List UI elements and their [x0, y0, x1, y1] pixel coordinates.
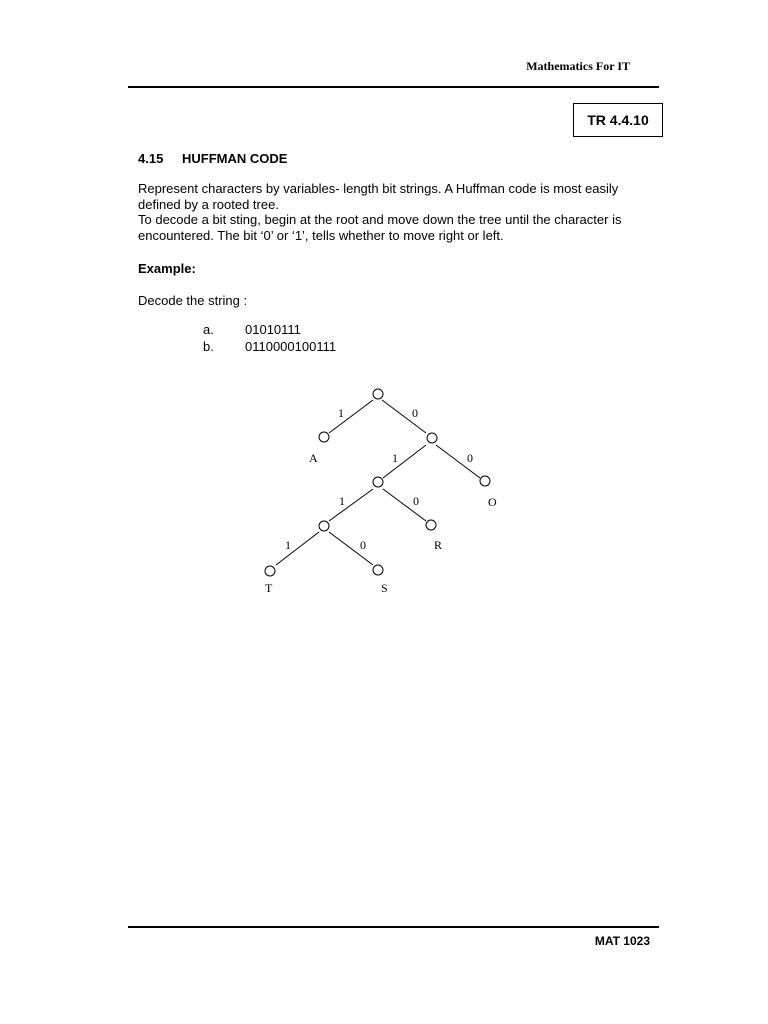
tree-node-root — [373, 389, 383, 399]
reference-box: TR 4.4.10 — [573, 103, 663, 137]
bit-string: 01010111 — [245, 322, 301, 337]
section-title: HUFFMAN CODE — [182, 151, 288, 166]
edge-label: 0 — [467, 451, 473, 465]
list-item — [203, 322, 301, 337]
tree-node — [319, 521, 329, 531]
edge-label: 1 — [392, 451, 398, 465]
leaf-label: O — [488, 495, 497, 509]
edge-label: 1 — [338, 406, 344, 420]
example-heading: Example: — [138, 261, 196, 276]
tree-node-leaf-r — [426, 520, 436, 530]
tree-edge — [383, 489, 426, 521]
leaf-label: S — [381, 581, 388, 595]
list-item — [203, 339, 336, 354]
tree-edge — [329, 400, 373, 433]
edge-label: 0 — [413, 494, 419, 508]
huffman-tree-diagram — [240, 380, 520, 595]
section-heading — [138, 151, 287, 166]
tree-edge — [329, 532, 373, 565]
edge-label: 0 — [412, 406, 418, 420]
tree-node — [373, 477, 383, 487]
tree-edge — [276, 532, 319, 565]
tree-node-leaf-a — [319, 432, 329, 442]
bit-string: 0110000100111 — [245, 339, 337, 354]
tree-edge — [436, 445, 480, 478]
tree-node-leaf-s — [373, 565, 383, 575]
tree-edge — [329, 489, 373, 521]
paragraph-decoding: To decode a bit sting, begin at the root and move down the tree until the character is encountered. The bit ‘0’ or ‘1’, tells whether to move right or left. — [138, 212, 622, 243]
tree-node-leaf-o — [480, 476, 490, 486]
tree-edge — [382, 400, 426, 433]
course-code: MAT 1023 — [594, 934, 650, 948]
header-title: Mathematics For IT — [526, 59, 630, 73]
leaf-label: T — [265, 581, 273, 595]
edge-label: 1 — [285, 538, 291, 552]
tree-edge — [383, 445, 426, 478]
decode-prompt: Decode the string : — [138, 293, 248, 308]
section-number: 4.15 — [138, 151, 164, 166]
edge-label: 1 — [339, 494, 345, 508]
list-marker: a. — [203, 322, 214, 337]
tree-node-leaf-t — [265, 566, 275, 576]
leaf-label: A — [309, 451, 318, 465]
header-rule — [128, 86, 659, 88]
list-marker: b. — [203, 339, 214, 354]
edge-label: 0 — [360, 538, 366, 552]
tree-node — [427, 433, 437, 443]
paragraph-definition: Represent characters by variables- length bit strings. A Huffman code is most easily defined by a rooted tree. — [138, 181, 619, 212]
leaf-label: R — [434, 538, 443, 552]
footer-rule — [128, 926, 659, 928]
